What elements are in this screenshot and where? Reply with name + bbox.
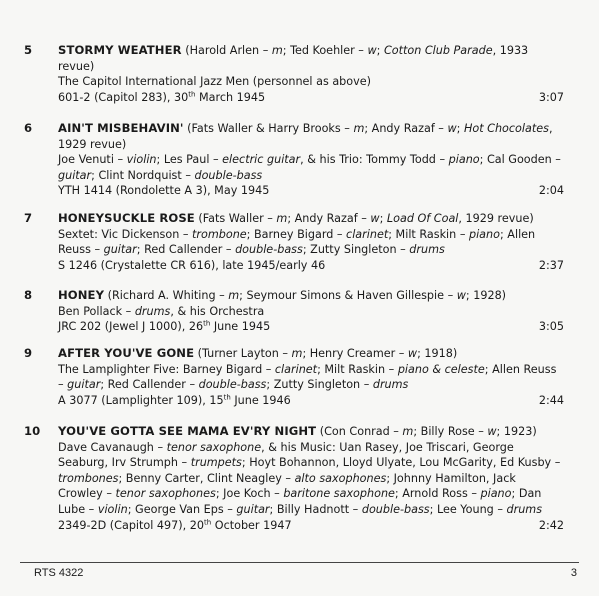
composer-credits: [194, 347, 457, 360]
composer-credits: [104, 289, 506, 302]
text-run: Sextet: Vic Dickenson –: [58, 227, 193, 241]
instrument-text: drums: [134, 304, 171, 318]
text-run: June 1945: [210, 320, 271, 334]
text-run: ;: [456, 122, 464, 135]
instrument-text: trumpets: [190, 456, 242, 470]
instrument-text: w: [367, 44, 377, 57]
text-run: , 1933 revue): [58, 44, 529, 73]
instrument-text: double-bass: [198, 378, 267, 392]
text-run: (Fats Waller –: [194, 212, 277, 225]
text-run: Ben Pollack –: [58, 304, 135, 318]
instrument-text: piano: [480, 487, 512, 501]
text-run: ; Clint Nordquist –: [91, 168, 195, 182]
instrument-text: guitar: [67, 378, 101, 392]
recording-info: [58, 393, 564, 409]
text-run: ; Hoyt Bohannon, Lloyd Ulyate, Lou McGarity, Ed Kusby –: [241, 456, 561, 470]
instrument-text: w: [447, 122, 457, 135]
text-run: (Harold Arlen –: [181, 44, 272, 57]
instrument-text: m: [276, 212, 288, 225]
instrument-text: m: [402, 425, 414, 438]
track-duration: 2:42: [538, 518, 564, 532]
instrument-text: double-bass: [361, 502, 430, 516]
text-run: , 1929 revue): [58, 122, 553, 151]
track-entry: [24, 288, 564, 335]
text-run: ;: [376, 44, 384, 57]
personnel-line: [58, 152, 564, 183]
track-title: HONEYSUCKLE ROSE: [58, 211, 195, 225]
instrument-text: guitar: [103, 243, 137, 257]
instrument-text: m: [271, 44, 283, 57]
track-duration: 2:44: [538, 393, 564, 407]
track-number: 9: [24, 346, 33, 360]
text-run: ; Dan Lube –: [58, 487, 542, 516]
composer-credits: [195, 212, 534, 225]
text-run: ; Milt Raskin –: [317, 362, 398, 376]
text-run: ; Andy Razaf –: [287, 212, 371, 225]
instrument-text: Load Of Coal: [386, 212, 459, 225]
track-title: STORMY WEATHER: [58, 43, 182, 57]
text-run: ; 1923): [496, 425, 537, 438]
track-duration: 2:37: [538, 258, 564, 272]
instrument-text: w: [370, 212, 380, 225]
instrument-text: trombones: [58, 471, 119, 485]
text-run: , & his Trio: Tommy Todd –: [300, 153, 449, 167]
personnel-line: [58, 362, 564, 393]
track-body: [58, 288, 564, 335]
text-run: ; Ted Koehler –: [282, 44, 368, 57]
instrument-text: double-bass: [235, 243, 303, 257]
track-heading: [58, 43, 564, 74]
track-body: [58, 424, 564, 533]
instrument-text: guitar: [58, 168, 92, 182]
instrument-text: m: [353, 122, 365, 135]
text-run: The Capitol International Jazz Men (personnel as above): [58, 75, 371, 89]
ordinal-suffix: th: [188, 90, 196, 99]
instrument-text: clarinet: [346, 227, 389, 241]
instrument-text: tenor saxophone: [166, 440, 262, 454]
track-heading: [58, 121, 564, 152]
track-duration: 2:04: [538, 184, 564, 198]
text-run: A 3077 (Lamplighter 109), 15: [58, 393, 224, 407]
instrument-text: violin: [126, 153, 157, 167]
text-run: ; Joe Koch –: [215, 487, 284, 501]
track-title: AIN'T MISBEHAVIN': [58, 121, 184, 135]
ordinal-suffix: th: [203, 319, 211, 328]
track-body: [58, 211, 564, 273]
text-run: Joe Venuti –: [58, 153, 127, 167]
instrument-text: trombone: [192, 227, 247, 241]
track-number: 8: [24, 288, 33, 302]
ordinal-suffix: th: [223, 393, 231, 402]
track-entry: [24, 346, 564, 408]
track-body: [58, 121, 564, 199]
instrument-text: alto saxophones: [294, 471, 387, 485]
text-run: ; George Van Eps –: [127, 502, 237, 516]
track-body: [58, 43, 564, 105]
text-run: ; Barney Bigard –: [246, 227, 347, 241]
recording-info: [58, 90, 564, 106]
instrument-text: w: [407, 347, 418, 360]
text-run: YTH 1414 (Rondolette A 3), May 1945: [58, 184, 270, 198]
text-run: ;: [379, 212, 387, 225]
instrument-text: electric guitar: [222, 153, 301, 167]
text-run: , & his Orchestra: [170, 304, 265, 318]
track-heading: [58, 288, 564, 304]
footer-divider: [20, 562, 579, 563]
recording-info: [58, 319, 564, 335]
track-number: 6: [24, 121, 33, 135]
instrument-text: clarinet: [274, 362, 318, 376]
page-number: 3: [570, 567, 577, 579]
track-heading: [58, 346, 564, 362]
track-entry: [24, 43, 564, 105]
text-run: (Fats Waller & Harry Brooks –: [183, 122, 354, 135]
track-number: 7: [24, 211, 33, 225]
text-run: ; Red Callender –: [100, 378, 199, 392]
track-number: 10: [24, 424, 41, 438]
instrument-text: piano: [448, 153, 480, 167]
text-run: ; Henry Creamer –: [302, 347, 408, 360]
instrument-text: guitar: [236, 502, 270, 516]
ordinal-suffix: th: [204, 517, 212, 526]
text-run: ; Benny Carter, Clint Neagley –: [118, 471, 295, 485]
instrument-text: drums: [506, 502, 543, 516]
instrument-text: violin: [97, 502, 128, 516]
instrument-text: drums: [372, 378, 409, 392]
personnel-line: [58, 440, 564, 518]
text-run: ; Zutty Singleton –: [302, 243, 410, 257]
track-duration: 3:05: [538, 320, 564, 334]
text-run: (Con Conrad –: [316, 425, 403, 438]
track-entry: [24, 424, 564, 533]
recording-info: [58, 518, 564, 534]
track-title: AFTER YOU'VE GONE: [58, 346, 195, 360]
personnel-line: [58, 227, 564, 258]
instrument-text: drums: [409, 243, 445, 257]
instrument-text: m: [228, 289, 240, 302]
text-run: ; 1918): [417, 347, 458, 360]
instrument-text: piano & celeste: [397, 362, 485, 376]
track-title: HONEY: [58, 288, 105, 302]
text-run: ; 1928): [465, 289, 507, 302]
text-run: 2349-2D (Capitol 497), 20: [58, 518, 205, 532]
text-run: March 1945: [195, 90, 266, 104]
instrument-text: w: [487, 425, 497, 438]
text-run: ; Cal Gooden –: [479, 153, 561, 167]
text-run: ; Johnny Hamilton, Jack Crowley –: [58, 471, 516, 501]
text-run: ; Allen Reuss –: [58, 362, 557, 392]
recording-info: [58, 183, 564, 199]
track-heading: [58, 211, 564, 227]
text-run: ; Billy Rose –: [413, 425, 488, 438]
track-duration: 3:07: [538, 90, 564, 104]
track-entry: [24, 121, 564, 199]
text-run: ; Allen Reuss –: [58, 227, 536, 257]
text-run: ; Lee Young –: [429, 502, 507, 516]
instrument-text: double-bass: [194, 168, 263, 182]
text-run: ; Milt Raskin –: [388, 227, 469, 241]
text-run: , & his Music: Uan Rasey, Joe Triscari, George Seaburg, Irv Strumph –: [58, 440, 514, 470]
text-run: ; Billy Hadnott –: [269, 502, 362, 516]
instrument-text: piano: [468, 227, 500, 241]
track-heading: [58, 424, 564, 440]
personnel-line: [58, 304, 564, 320]
text-run: ; Seymour Simons & Haven Gillespie –: [239, 289, 457, 302]
composer-credits: [316, 425, 537, 438]
text-run: October 1947: [211, 518, 292, 532]
track-title: YOU'VE GOTTA SEE MAMA EV'RY NIGHT: [58, 424, 317, 438]
recording-info: [58, 258, 564, 274]
catalog-number: RTS 4322: [34, 567, 84, 579]
text-run: (Richard A. Whiting –: [104, 289, 229, 302]
text-run: ; Andy Razaf –: [364, 122, 448, 135]
text-run: June 1946: [230, 393, 291, 407]
instrument-text: Cotton Club Parade: [383, 44, 493, 57]
text-run: 601-2 (Capitol 283), 30: [58, 90, 189, 104]
text-run: ; Zutty Singleton –: [266, 378, 373, 392]
text-run: The Lamplighter Five: Barney Bigard –: [58, 362, 275, 376]
text-run: (Turner Layton –: [194, 347, 292, 360]
track-body: [58, 346, 564, 408]
instrument-text: m: [291, 347, 303, 360]
instrument-text: Hot Chocolates: [463, 122, 549, 135]
personnel-line: [58, 74, 564, 90]
instrument-text: w: [456, 289, 466, 302]
text-run: ; Arnold Ross –: [394, 487, 481, 501]
text-run: JRC 202 (Jewel J 1000), 26: [58, 320, 204, 334]
text-run: S 1246 (Crystalette CR 616), late 1945/early 46: [58, 258, 326, 272]
track-entry: [24, 211, 564, 273]
text-run: , 1929 revue): [458, 212, 534, 225]
track-number: 5: [24, 43, 33, 57]
text-run: Dave Cavanaugh –: [58, 440, 167, 454]
text-run: ; Red Callender –: [136, 243, 236, 257]
instrument-text: tenor saxophones: [115, 487, 216, 501]
text-run: ; Les Paul –: [156, 153, 223, 167]
instrument-text: baritone saxophone: [283, 487, 395, 501]
